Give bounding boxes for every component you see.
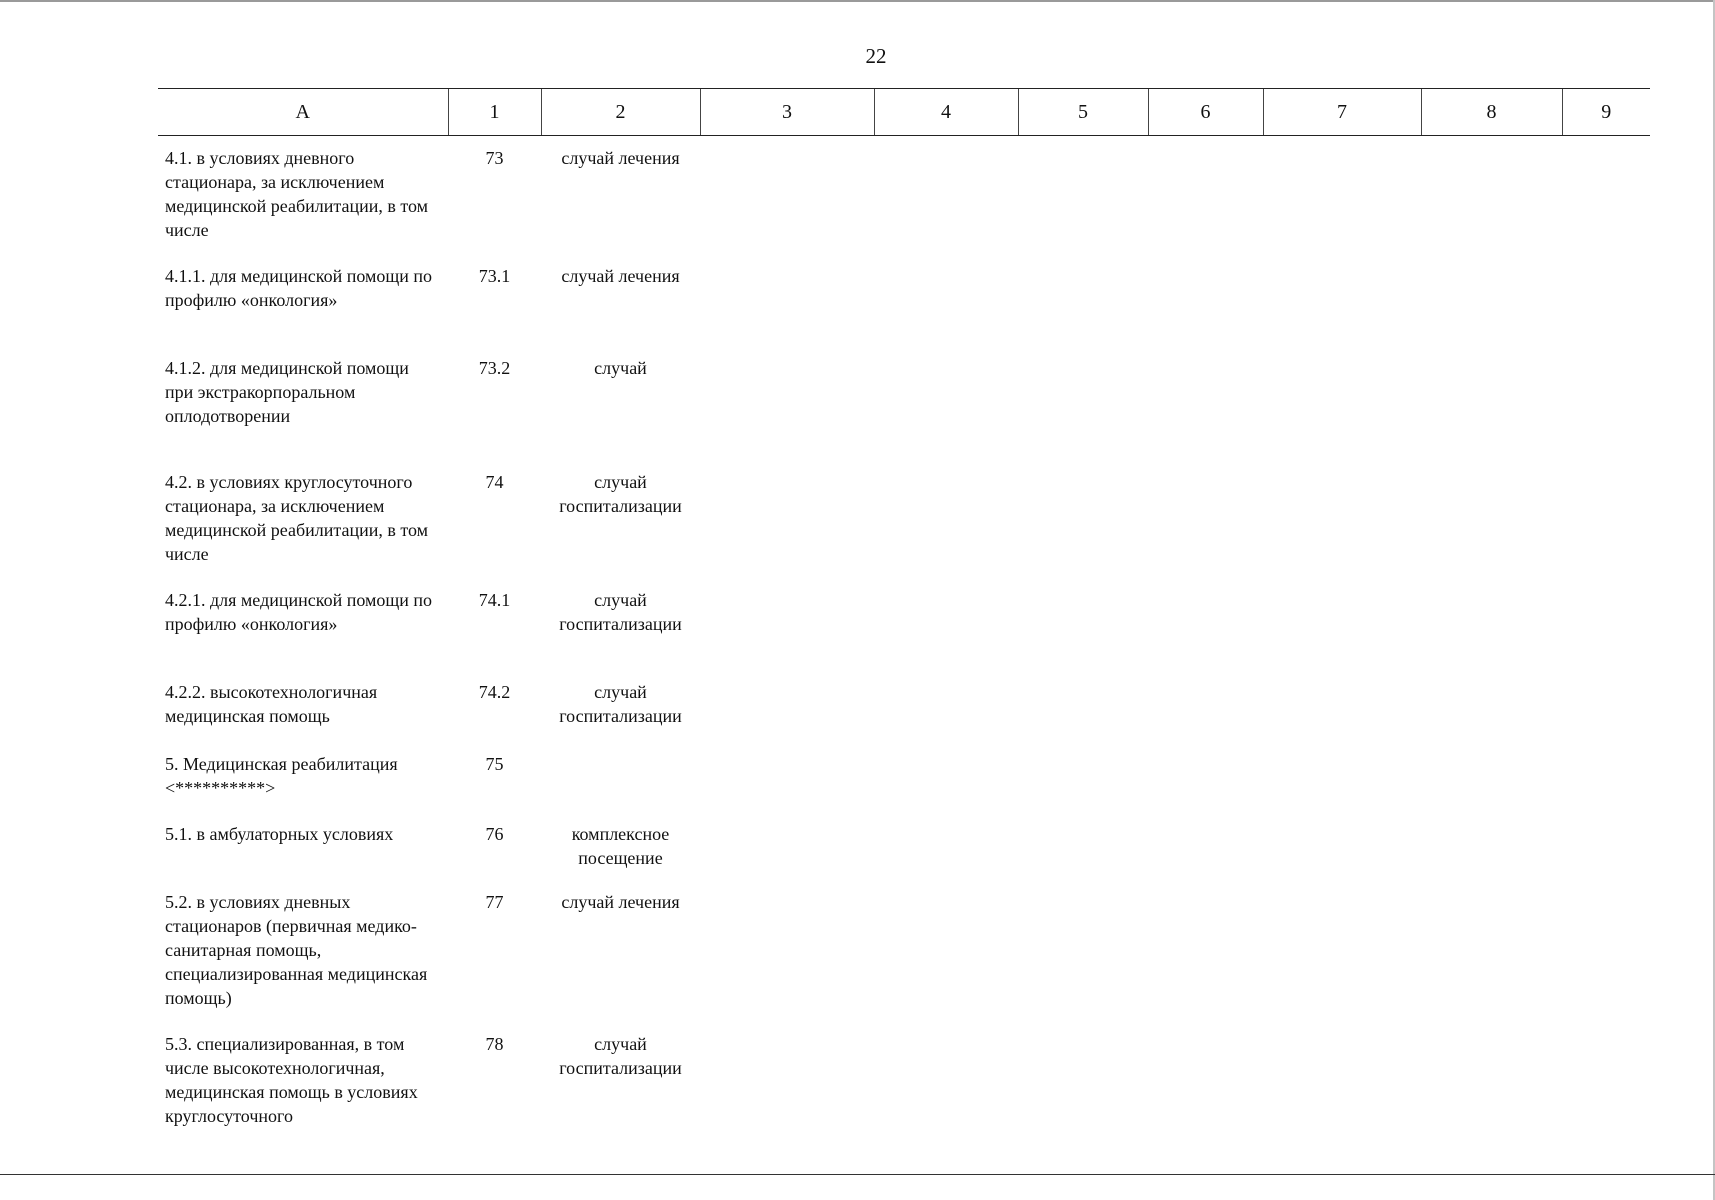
empty-cell: [1263, 880, 1421, 1022]
empty-cell: [1562, 880, 1650, 1022]
empty-cell: [1018, 742, 1148, 812]
row-code: 77: [485, 892, 504, 912]
row-code: 75: [485, 754, 504, 774]
row-name: 4.1.2. для медицинской помощи при экстракорпоральном оплодотворении: [165, 358, 409, 426]
column-header-4: 4: [874, 89, 1018, 136]
empty-cell: [874, 578, 1018, 670]
row-code: 76: [485, 824, 504, 844]
row-code: 74.2: [478, 682, 511, 702]
row-code: 74.1: [478, 590, 511, 610]
empty-cell: [874, 136, 1018, 255]
empty-cell: [1148, 460, 1263, 578]
empty-cell: [1148, 742, 1263, 812]
empty-cell: [874, 670, 1018, 742]
empty-cell: [1148, 812, 1263, 880]
row-code: 73: [485, 148, 504, 168]
column-header-2: 2: [541, 89, 700, 136]
empty-cell: [874, 460, 1018, 578]
row-name: 4.1.1. для медицинской помощи по профилю «онкология»: [165, 266, 433, 310]
empty-cell: [1263, 136, 1421, 255]
row-unit: случай госпитализации: [559, 590, 682, 634]
empty-cell: [1421, 578, 1562, 670]
row-unit: случай лечения: [561, 892, 680, 912]
empty-cell: [874, 812, 1018, 880]
empty-cell: [1421, 136, 1562, 255]
empty-cell: [1148, 1022, 1263, 1142]
empty-cell: [1562, 670, 1650, 742]
empty-cell: [700, 1022, 874, 1142]
empty-cell: [700, 812, 874, 880]
empty-cell: [1263, 812, 1421, 880]
table-row: [158, 136, 1650, 255]
empty-cell: [1562, 136, 1650, 255]
row-name: 5.3. специализированная, в том числе высокотехнологичная, медицинская помощь в условиях круглосуточного: [165, 1034, 418, 1126]
row-name: 4.1. в условиях дневного стационара, за исключением медицинской реабилитации, в том числе: [165, 148, 429, 240]
row-code: 74: [485, 472, 504, 492]
table-header-row: [158, 89, 1650, 136]
empty-cell: [1562, 742, 1650, 812]
empty-cell: [1562, 578, 1650, 670]
empty-cell: [1148, 254, 1263, 346]
empty-cell: [874, 1022, 1018, 1142]
table-row: [158, 812, 1650, 880]
table-row: [158, 254, 1650, 346]
row-unit: случай госпитализации: [559, 472, 682, 516]
empty-cell: [1421, 460, 1562, 578]
bottom-rule: [0, 1174, 1715, 1175]
empty-cell: [1421, 670, 1562, 742]
empty-cell: [1562, 812, 1650, 880]
column-header-6: 6: [1148, 89, 1263, 136]
row-name: 5. Медицинская реабилитация <**********>: [165, 754, 398, 798]
table-row: [158, 460, 1650, 578]
row-name: 4.2.1. для медицинской помощи по профилю «онкология»: [165, 590, 433, 634]
empty-cell: [1421, 254, 1562, 346]
column-header-3: 3: [700, 89, 874, 136]
empty-cell: [1148, 670, 1263, 742]
table-row: [158, 578, 1650, 670]
empty-cell: [1148, 578, 1263, 670]
empty-cell: [1421, 880, 1562, 1022]
empty-cell: [1421, 742, 1562, 812]
empty-cell: [874, 254, 1018, 346]
empty-cell: [700, 460, 874, 578]
empty-cell: [1562, 1022, 1650, 1142]
row-name: 5.2. в условиях дневных стационаров (первичная медико-санитарная помощь, специализированная медицинская помощь): [165, 892, 428, 1008]
table-row: [158, 1022, 1650, 1142]
empty-cell: [700, 578, 874, 670]
row-name: 4.2.2. высокотехнологичная медицинская помощь: [165, 682, 378, 726]
column-header-8: 8: [1421, 89, 1562, 136]
row-code: 73.1: [478, 266, 511, 286]
empty-cell: [1263, 346, 1421, 460]
empty-cell: [1421, 812, 1562, 880]
data-table: [158, 88, 1650, 1142]
column-header-1: 1: [448, 89, 541, 136]
empty-cell: [1018, 812, 1148, 880]
row-unit: случай госпитализации: [559, 682, 682, 726]
empty-cell: [700, 880, 874, 1022]
empty-cell: [1018, 346, 1148, 460]
table-row: [158, 880, 1650, 1022]
empty-cell: [700, 670, 874, 742]
empty-cell: [1562, 460, 1650, 578]
empty-cell: [1148, 880, 1263, 1022]
row-unit: случай лечения: [561, 266, 680, 286]
empty-cell: [1562, 254, 1650, 346]
row-name: 5.1. в амбулаторных условиях: [165, 824, 394, 844]
empty-cell: [1148, 346, 1263, 460]
empty-cell: [874, 880, 1018, 1022]
empty-cell: [1263, 460, 1421, 578]
empty-cell: [874, 346, 1018, 460]
row-name: 4.2. в условиях круглосуточного стационара, за исключением медицинской реабилитации, в том числе: [165, 472, 429, 564]
empty-cell: [1018, 460, 1148, 578]
page-number: 22: [865, 44, 887, 68]
empty-cell: [700, 254, 874, 346]
row-code: 78: [485, 1034, 504, 1054]
empty-cell: [700, 346, 874, 460]
empty-cell: [1018, 670, 1148, 742]
empty-cell: [874, 742, 1018, 812]
empty-cell: [1263, 254, 1421, 346]
row-unit: случай лечения: [561, 148, 680, 168]
empty-cell: [700, 136, 874, 255]
column-header-5: 5: [1018, 89, 1148, 136]
column-header-a: А: [158, 89, 448, 136]
empty-cell: [1421, 346, 1562, 460]
column-header-9: 9: [1562, 89, 1650, 136]
scan-edge-top: [0, 0, 1715, 2]
table-row: [158, 670, 1650, 742]
empty-cell: [1263, 1022, 1421, 1142]
table-row: [158, 346, 1650, 460]
empty-cell: [1421, 1022, 1562, 1142]
empty-cell: [1018, 880, 1148, 1022]
empty-cell: [1148, 136, 1263, 255]
column-header-7: 7: [1263, 89, 1421, 136]
empty-cell: [1263, 742, 1421, 812]
empty-cell: [1263, 670, 1421, 742]
row-unit: случай госпитализации: [559, 1034, 682, 1078]
empty-cell: [700, 742, 874, 812]
empty-cell: [1018, 578, 1148, 670]
row-unit: случай: [594, 358, 647, 378]
row-unit: [541, 742, 700, 812]
empty-cell: [1018, 1022, 1148, 1142]
row-unit: комплексное посещение: [571, 824, 670, 868]
table-row: [158, 742, 1650, 812]
empty-cell: [1263, 578, 1421, 670]
empty-cell: [1562, 346, 1650, 460]
empty-cell: [1018, 254, 1148, 346]
row-code: 73.2: [478, 358, 511, 378]
empty-cell: [1018, 136, 1148, 255]
